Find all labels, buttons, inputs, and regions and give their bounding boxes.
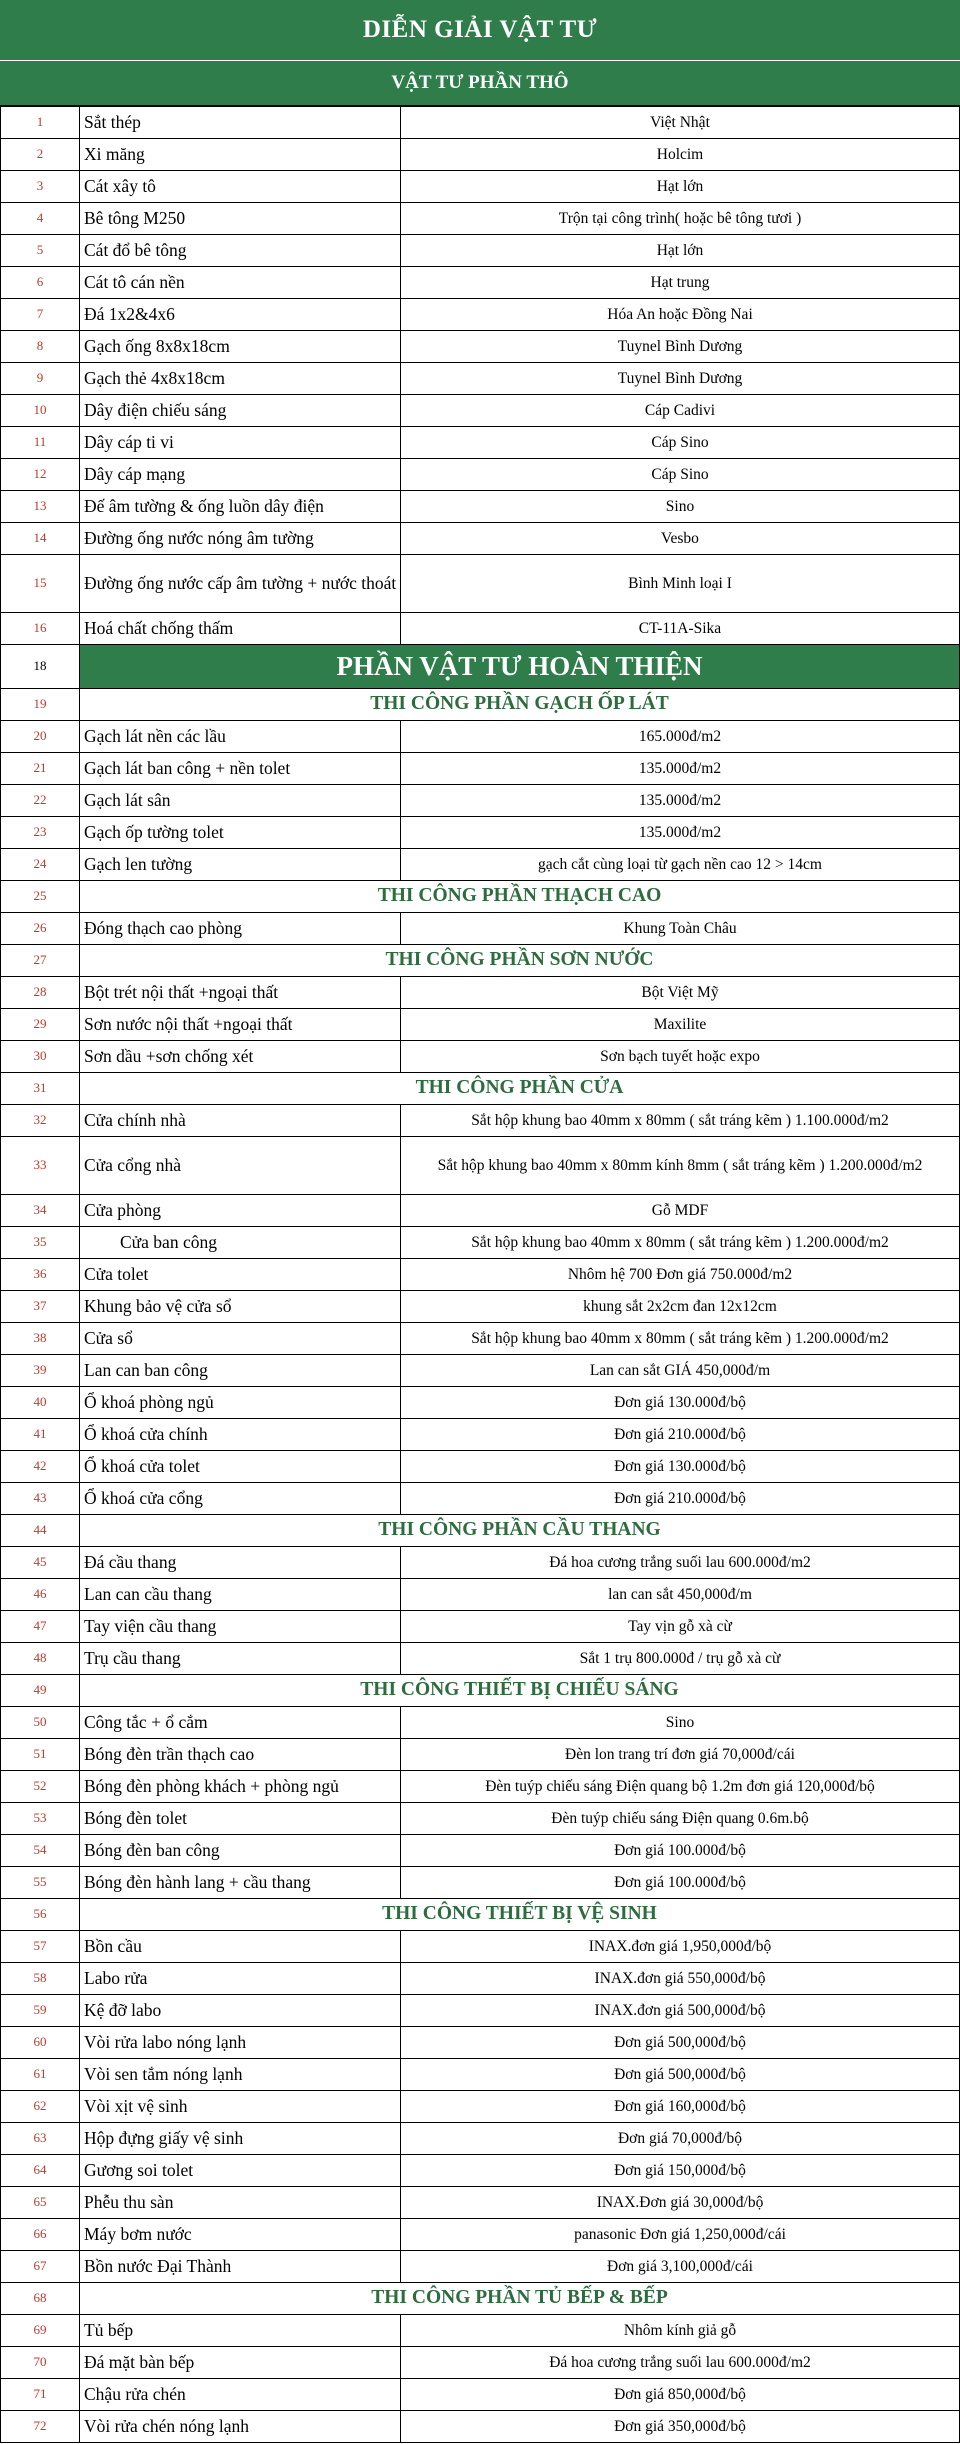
item-specification: Hạt lớn xyxy=(401,171,960,203)
row-number: 51 xyxy=(1,1739,80,1771)
item-specification: Đèn lon trang trí đơn giá 70,000đ/cái xyxy=(401,1739,960,1771)
item-specification: Đèn tuýp chiếu sáng Điện quang bộ 1.2m đơn giá 120,000đ/bộ xyxy=(401,1771,960,1803)
item-description: Bóng đèn phòng khách + phòng ngủ xyxy=(80,1771,401,1803)
item-description: Hộp đựng giấy vệ sinh xyxy=(80,2123,401,2155)
table-row xyxy=(1,1579,960,1611)
item-specification: Hạt trung xyxy=(401,267,960,299)
row-number: 72 xyxy=(1,2411,80,2443)
row-number: 65 xyxy=(1,2187,80,2219)
row-number: 60 xyxy=(1,2027,80,2059)
row-number: 16 xyxy=(1,613,80,645)
section-header-row xyxy=(1,689,960,721)
row-number: 8 xyxy=(1,331,80,363)
item-specification: gạch cắt cùng loại từ gạch nền cao 12 > 14cm xyxy=(401,849,960,881)
item-specification: Hóa An hoặc Đồng Nai xyxy=(401,299,960,331)
item-description: Hoá chất chống thấm xyxy=(80,613,401,645)
row-number: 71 xyxy=(1,2379,80,2411)
item-description: Bột trét nội thất +ngoại thất xyxy=(80,977,401,1009)
item-description: Sơn nước nội thất +ngoại thất xyxy=(80,1009,401,1041)
table-row xyxy=(1,721,960,753)
table-row xyxy=(1,459,960,491)
table-row xyxy=(1,1643,960,1675)
row-number: 35 xyxy=(1,1227,80,1259)
row-number: 24 xyxy=(1,849,80,881)
item-description: Gạch ốp tường tolet xyxy=(80,817,401,849)
row-number: 14 xyxy=(1,523,80,555)
table-row xyxy=(1,2027,960,2059)
table-row xyxy=(1,235,960,267)
row-number: 68 xyxy=(1,2283,80,2315)
table-row xyxy=(1,1611,960,1643)
row-number: 5 xyxy=(1,235,80,267)
item-specification: khung sắt 2x2cm đan 12x12cm xyxy=(401,1291,960,1323)
item-specification: Lan can sắt GIÁ 450,000đ/m xyxy=(401,1355,960,1387)
section-title: THI CÔNG PHẦN THẠCH CAO xyxy=(80,881,960,913)
item-description: Tay viện cầu thang xyxy=(80,1611,401,1643)
row-number: 45 xyxy=(1,1547,80,1579)
table-row xyxy=(1,2187,960,2219)
row-number: 41 xyxy=(1,1419,80,1451)
item-description: Bê tông M250 xyxy=(80,203,401,235)
item-specification: INAX.đơn giá 500,000đ/bộ xyxy=(401,1995,960,2027)
section-header-row xyxy=(1,2283,960,2315)
item-description: Sơn dầu +sơn chống xét xyxy=(80,1041,401,1073)
item-description: Đá 1x2&4x6 xyxy=(80,299,401,331)
table-row xyxy=(1,1355,960,1387)
row-number: 28 xyxy=(1,977,80,1009)
table-row xyxy=(1,1835,960,1867)
row-number: 20 xyxy=(1,721,80,753)
item-description: Dây cáp ti vi xyxy=(80,427,401,459)
item-specification: Đá hoa cương trắng suối lau 600.000đ/m2 xyxy=(401,2347,960,2379)
item-specification: Sắt hộp khung bao 40mm x 80mm kính 8mm ( sắt tráng kẽm ) 1.200.000đ/m2 xyxy=(401,1137,960,1195)
major-section-title: PHẦN VẬT TƯ HOÀN THIỆN xyxy=(80,645,960,689)
row-number: 67 xyxy=(1,2251,80,2283)
table-row xyxy=(1,2059,960,2091)
item-specification: Sino xyxy=(401,491,960,523)
section-title: THI CÔNG PHẦN GẠCH ỐP LÁT xyxy=(80,689,960,721)
item-specification: Cáp Cadivi xyxy=(401,395,960,427)
item-description: Xi măng xyxy=(80,139,401,171)
row-number: 13 xyxy=(1,491,80,523)
table-row xyxy=(1,1547,960,1579)
row-number: 46 xyxy=(1,1579,80,1611)
table-row xyxy=(1,1419,960,1451)
table-row xyxy=(1,555,960,613)
table-row xyxy=(1,1931,960,1963)
table-row xyxy=(1,2091,960,2123)
item-specification: Đơn giá 850,000đ/bộ xyxy=(401,2379,960,2411)
section-header-row xyxy=(1,1073,960,1105)
table-row xyxy=(1,1041,960,1073)
row-number: 12 xyxy=(1,459,80,491)
row-number: 49 xyxy=(1,1675,80,1707)
row-number: 11 xyxy=(1,427,80,459)
table-row xyxy=(1,203,960,235)
item-specification: Đơn giá 160,000đ/bộ xyxy=(401,2091,960,2123)
row-number: 29 xyxy=(1,1009,80,1041)
section-title: THI CÔNG PHẦN CẦU THANG xyxy=(80,1515,960,1547)
table-row xyxy=(1,1387,960,1419)
row-number: 1 xyxy=(1,107,80,139)
materials-table xyxy=(0,106,960,2443)
section-header-row xyxy=(1,1675,960,1707)
table-row xyxy=(1,427,960,459)
item-description: Gạch lát ban công + nền tolet xyxy=(80,753,401,785)
row-number: 36 xyxy=(1,1259,80,1291)
table-row xyxy=(1,267,960,299)
table-row xyxy=(1,2219,960,2251)
table-row xyxy=(1,491,960,523)
item-description: Cát xây tô xyxy=(80,171,401,203)
row-number: 33 xyxy=(1,1137,80,1195)
item-specification: CT-11A-Sika xyxy=(401,613,960,645)
item-specification: Đơn giá 500,000đ/bộ xyxy=(401,2059,960,2091)
item-description: Cửa phòng xyxy=(80,1195,401,1227)
row-number: 53 xyxy=(1,1803,80,1835)
item-description: Khung bảo vệ cửa sổ xyxy=(80,1291,401,1323)
table-row xyxy=(1,2347,960,2379)
item-description: Đường ống nước cấp âm tường + nước thoát xyxy=(80,555,401,613)
section-header-row xyxy=(1,1515,960,1547)
item-specification: Sắt hộp khung bao 40mm x 80mm ( sắt tráng kẽm ) 1.100.000đ/m2 xyxy=(401,1105,960,1137)
row-number: 2 xyxy=(1,139,80,171)
table-row xyxy=(1,331,960,363)
table-row xyxy=(1,913,960,945)
table-row xyxy=(1,1291,960,1323)
section-title: THI CÔNG THIẾT BỊ VỆ SINH xyxy=(80,1899,960,1931)
table-row xyxy=(1,1137,960,1195)
item-description: Trụ cầu thang xyxy=(80,1643,401,1675)
table-row xyxy=(1,395,960,427)
item-specification: Holcim xyxy=(401,139,960,171)
row-number: 32 xyxy=(1,1105,80,1137)
item-description: Công tắc + ổ cắm xyxy=(80,1707,401,1739)
item-specification: INAX.đơn giá 1,950,000đ/bộ xyxy=(401,1931,960,1963)
major-section-row xyxy=(1,645,960,689)
section-title: THI CÔNG PHẦN TỦ BẾP & BẾP xyxy=(80,2283,960,2315)
item-specification: Việt Nhật xyxy=(401,107,960,139)
row-number: 42 xyxy=(1,1451,80,1483)
section-banner-rough-materials: VẬT TƯ PHẦN THÔ xyxy=(0,61,960,106)
row-number: 54 xyxy=(1,1835,80,1867)
item-specification: INAX.đơn giá 550,000đ/bộ xyxy=(401,1963,960,1995)
item-specification: Tay vịn gỗ xà cừ xyxy=(401,1611,960,1643)
item-specification: 135.000đ/m2 xyxy=(401,817,960,849)
row-number: 66 xyxy=(1,2219,80,2251)
section-title: THI CÔNG PHẦN SƠN NƯỚC xyxy=(80,945,960,977)
item-specification: Sơn bạch tuyết hoặc expo xyxy=(401,1041,960,1073)
page-title: DIỄN GIẢI VẬT TƯ xyxy=(0,0,960,61)
item-description: Vòi rửa labo nóng lạnh xyxy=(80,2027,401,2059)
item-specification: Đơn giá 210.000đ/bộ xyxy=(401,1419,960,1451)
table-row xyxy=(1,1451,960,1483)
table-row xyxy=(1,2315,960,2347)
table-row xyxy=(1,977,960,1009)
item-specification: Nhôm kính giả gỗ xyxy=(401,2315,960,2347)
item-description: Cát tô cán nền xyxy=(80,267,401,299)
row-number: 19 xyxy=(1,689,80,721)
table-row xyxy=(1,2411,960,2443)
item-specification: Nhôm hệ 700 Đơn giá 750.000đ/m2 xyxy=(401,1259,960,1291)
row-number: 48 xyxy=(1,1643,80,1675)
item-description: Ổ khoá cửa chính xyxy=(80,1419,401,1451)
table-row xyxy=(1,613,960,645)
row-number: 38 xyxy=(1,1323,80,1355)
row-number: 55 xyxy=(1,1867,80,1899)
row-number: 34 xyxy=(1,1195,80,1227)
table-row xyxy=(1,1739,960,1771)
item-description: Vòi rửa chén nóng lạnh xyxy=(80,2411,401,2443)
row-number: 10 xyxy=(1,395,80,427)
table-row xyxy=(1,1771,960,1803)
section-header-row xyxy=(1,881,960,913)
item-description: Vòi xịt vệ sinh xyxy=(80,2091,401,2123)
item-description: Bồn nước Đại Thành xyxy=(80,2251,401,2283)
item-description: Cửa ban công xyxy=(80,1227,401,1259)
item-description: Gạch len tường xyxy=(80,849,401,881)
table-row xyxy=(1,2155,960,2187)
item-specification: 135.000đ/m2 xyxy=(401,785,960,817)
item-description: Bóng đèn trần thạch cao xyxy=(80,1739,401,1771)
section-header-row xyxy=(1,945,960,977)
table-row xyxy=(1,785,960,817)
item-specification: Đơn giá 70,000đ/bộ xyxy=(401,2123,960,2155)
table-row xyxy=(1,1009,960,1041)
item-specification: Bình Minh loại I xyxy=(401,555,960,613)
item-description: Sắt thép xyxy=(80,107,401,139)
row-number: 61 xyxy=(1,2059,80,2091)
item-description: Bồn cầu xyxy=(80,1931,401,1963)
item-description: Phễu thu sàn xyxy=(80,2187,401,2219)
table-row xyxy=(1,1227,960,1259)
row-number: 30 xyxy=(1,1041,80,1073)
row-number: 6 xyxy=(1,267,80,299)
row-number: 37 xyxy=(1,1291,80,1323)
item-specification: INAX.Đơn giá 30,000đ/bộ xyxy=(401,2187,960,2219)
item-specification: Gỗ MDF xyxy=(401,1195,960,1227)
item-specification: Hạt lớn xyxy=(401,235,960,267)
item-description: Gạch lát sân xyxy=(80,785,401,817)
item-description: Lan can cầu thang xyxy=(80,1579,401,1611)
item-description: Gạch thẻ 4x8x18cm xyxy=(80,363,401,395)
item-specification: Đèn tuýp chiếu sáng Điện quang 0.6m.bộ xyxy=(401,1803,960,1835)
row-number: 26 xyxy=(1,913,80,945)
item-specification: Đơn giá 350,000đ/bộ xyxy=(401,2411,960,2443)
item-specification: Tuynel Bình Dương xyxy=(401,331,960,363)
table-row xyxy=(1,2251,960,2283)
row-number: 7 xyxy=(1,299,80,331)
row-number: 27 xyxy=(1,945,80,977)
item-description: Cửa chính nhà xyxy=(80,1105,401,1137)
item-specification: Vesbo xyxy=(401,523,960,555)
item-description: Vòi sen tắm nóng lạnh xyxy=(80,2059,401,2091)
table-row xyxy=(1,1963,960,1995)
item-specification: Bột Việt Mỹ xyxy=(401,977,960,1009)
row-number: 64 xyxy=(1,2155,80,2187)
item-description: Cát đổ bê tông xyxy=(80,235,401,267)
table-row xyxy=(1,523,960,555)
item-specification: Trộn tại công trình( hoặc bê tông tươi ) xyxy=(401,203,960,235)
item-specification: Sắt hộp khung bao 40mm x 80mm ( sắt tráng kẽm ) 1.200.000đ/m2 xyxy=(401,1323,960,1355)
row-number: 50 xyxy=(1,1707,80,1739)
item-specification: Cáp Sino xyxy=(401,459,960,491)
item-specification: Sắt hộp khung bao 40mm x 80mm ( sắt tráng kẽm ) 1.200.000đ/m2 xyxy=(401,1227,960,1259)
item-description: Lan can ban công xyxy=(80,1355,401,1387)
table-row xyxy=(1,1995,960,2027)
item-specification: Khung Toàn Châu xyxy=(401,913,960,945)
item-description: Ổ khoá cửa cổng xyxy=(80,1483,401,1515)
row-number: 63 xyxy=(1,2123,80,2155)
item-description: Chậu rửa chén xyxy=(80,2379,401,2411)
table-row xyxy=(1,1707,960,1739)
item-specification: lan can sắt 450,000đ/m xyxy=(401,1579,960,1611)
item-specification: Cáp Sino xyxy=(401,427,960,459)
item-description: Đá mặt bàn bếp xyxy=(80,2347,401,2379)
item-description: Đế âm tường & ống luồn dây điện xyxy=(80,491,401,523)
item-description: Kệ đỡ labo xyxy=(80,1995,401,2027)
section-title: THI CÔNG THIẾT BỊ CHIẾU SÁNG xyxy=(80,1675,960,1707)
item-specification: panasonic Đơn giá 1,250,000đ/cái xyxy=(401,2219,960,2251)
item-description: Bóng đèn ban công xyxy=(80,1835,401,1867)
table-row xyxy=(1,2123,960,2155)
item-specification: Tuynel Bình Dương xyxy=(401,363,960,395)
item-description: Bóng đèn hành lang + cầu thang xyxy=(80,1867,401,1899)
row-number: 39 xyxy=(1,1355,80,1387)
row-number: 57 xyxy=(1,1931,80,1963)
item-specification: Đơn giá 500,000đ/bộ xyxy=(401,2027,960,2059)
item-specification: Đơn giá 130.000đ/bộ xyxy=(401,1451,960,1483)
table-row xyxy=(1,753,960,785)
table-row xyxy=(1,1803,960,1835)
table-row xyxy=(1,817,960,849)
row-number: 43 xyxy=(1,1483,80,1515)
row-number: 52 xyxy=(1,1771,80,1803)
table-row xyxy=(1,1323,960,1355)
row-number: 18 xyxy=(1,645,80,689)
item-specification: Maxilite xyxy=(401,1009,960,1041)
item-description: Labo rửa xyxy=(80,1963,401,1995)
item-description: Gương soi tolet xyxy=(80,2155,401,2187)
item-description: Gạch ống 8x8x18cm xyxy=(80,331,401,363)
row-number: 31 xyxy=(1,1073,80,1105)
row-number: 15 xyxy=(1,555,80,613)
item-description: Máy bơm nước xyxy=(80,2219,401,2251)
item-description: Dây điện chiếu sáng xyxy=(80,395,401,427)
item-description: Cửa tolet xyxy=(80,1259,401,1291)
row-number: 4 xyxy=(1,203,80,235)
item-specification: Đơn giá 100.000đ/bộ xyxy=(401,1867,960,1899)
item-description: Đóng thạch cao phòng xyxy=(80,913,401,945)
row-number: 56 xyxy=(1,1899,80,1931)
item-specification: Đơn giá 150,000đ/bộ xyxy=(401,2155,960,2187)
row-number: 59 xyxy=(1,1995,80,2027)
table-row xyxy=(1,1867,960,1899)
item-description: Gạch lát nền các lầu xyxy=(80,721,401,753)
table-row xyxy=(1,849,960,881)
table-row xyxy=(1,2379,960,2411)
item-specification: Đơn giá 3,100,000đ/cái xyxy=(401,2251,960,2283)
row-number: 21 xyxy=(1,753,80,785)
item-specification: Đơn giá 210.000đ/bộ xyxy=(401,1483,960,1515)
item-description: Ổ khoá phòng ngủ xyxy=(80,1387,401,1419)
table-row xyxy=(1,139,960,171)
table-row xyxy=(1,1259,960,1291)
row-number: 70 xyxy=(1,2347,80,2379)
table-row xyxy=(1,107,960,139)
item-specification: Sino xyxy=(401,1707,960,1739)
item-description: Bóng đèn tolet xyxy=(80,1803,401,1835)
item-description: Dây cáp mạng xyxy=(80,459,401,491)
table-row xyxy=(1,171,960,203)
row-number: 44 xyxy=(1,1515,80,1547)
item-specification: Đá hoa cương trắng suối lau 600.000đ/m2 xyxy=(401,1547,960,1579)
row-number: 47 xyxy=(1,1611,80,1643)
table-row xyxy=(1,1195,960,1227)
row-number: 58 xyxy=(1,1963,80,1995)
item-description: Đường ống nước nóng âm tường xyxy=(80,523,401,555)
item-specification: 135.000đ/m2 xyxy=(401,753,960,785)
item-specification: Sắt 1 trụ 800.000đ / trụ gỗ xà cừ xyxy=(401,1643,960,1675)
row-number: 25 xyxy=(1,881,80,913)
table-row xyxy=(1,363,960,395)
table-row xyxy=(1,1105,960,1137)
section-title: THI CÔNG PHẦN CỬA xyxy=(80,1073,960,1105)
item-description: Ổ khoá cửa tolet xyxy=(80,1451,401,1483)
item-specification: Đơn giá 100.000đ/bộ xyxy=(401,1835,960,1867)
item-description: Cửa sổ xyxy=(80,1323,401,1355)
row-number: 69 xyxy=(1,2315,80,2347)
row-number: 22 xyxy=(1,785,80,817)
section-header-row xyxy=(1,1899,960,1931)
row-number: 62 xyxy=(1,2091,80,2123)
row-number: 9 xyxy=(1,363,80,395)
item-specification: 165.000đ/m2 xyxy=(401,721,960,753)
item-description: Tủ bếp xyxy=(80,2315,401,2347)
row-number: 40 xyxy=(1,1387,80,1419)
row-number: 23 xyxy=(1,817,80,849)
item-specification: Đơn giá 130.000đ/bộ xyxy=(401,1387,960,1419)
table-row xyxy=(1,1483,960,1515)
item-description: Đá cầu thang xyxy=(80,1547,401,1579)
table-row xyxy=(1,299,960,331)
row-number: 3 xyxy=(1,171,80,203)
item-description: Cửa cổng nhà xyxy=(80,1137,401,1195)
